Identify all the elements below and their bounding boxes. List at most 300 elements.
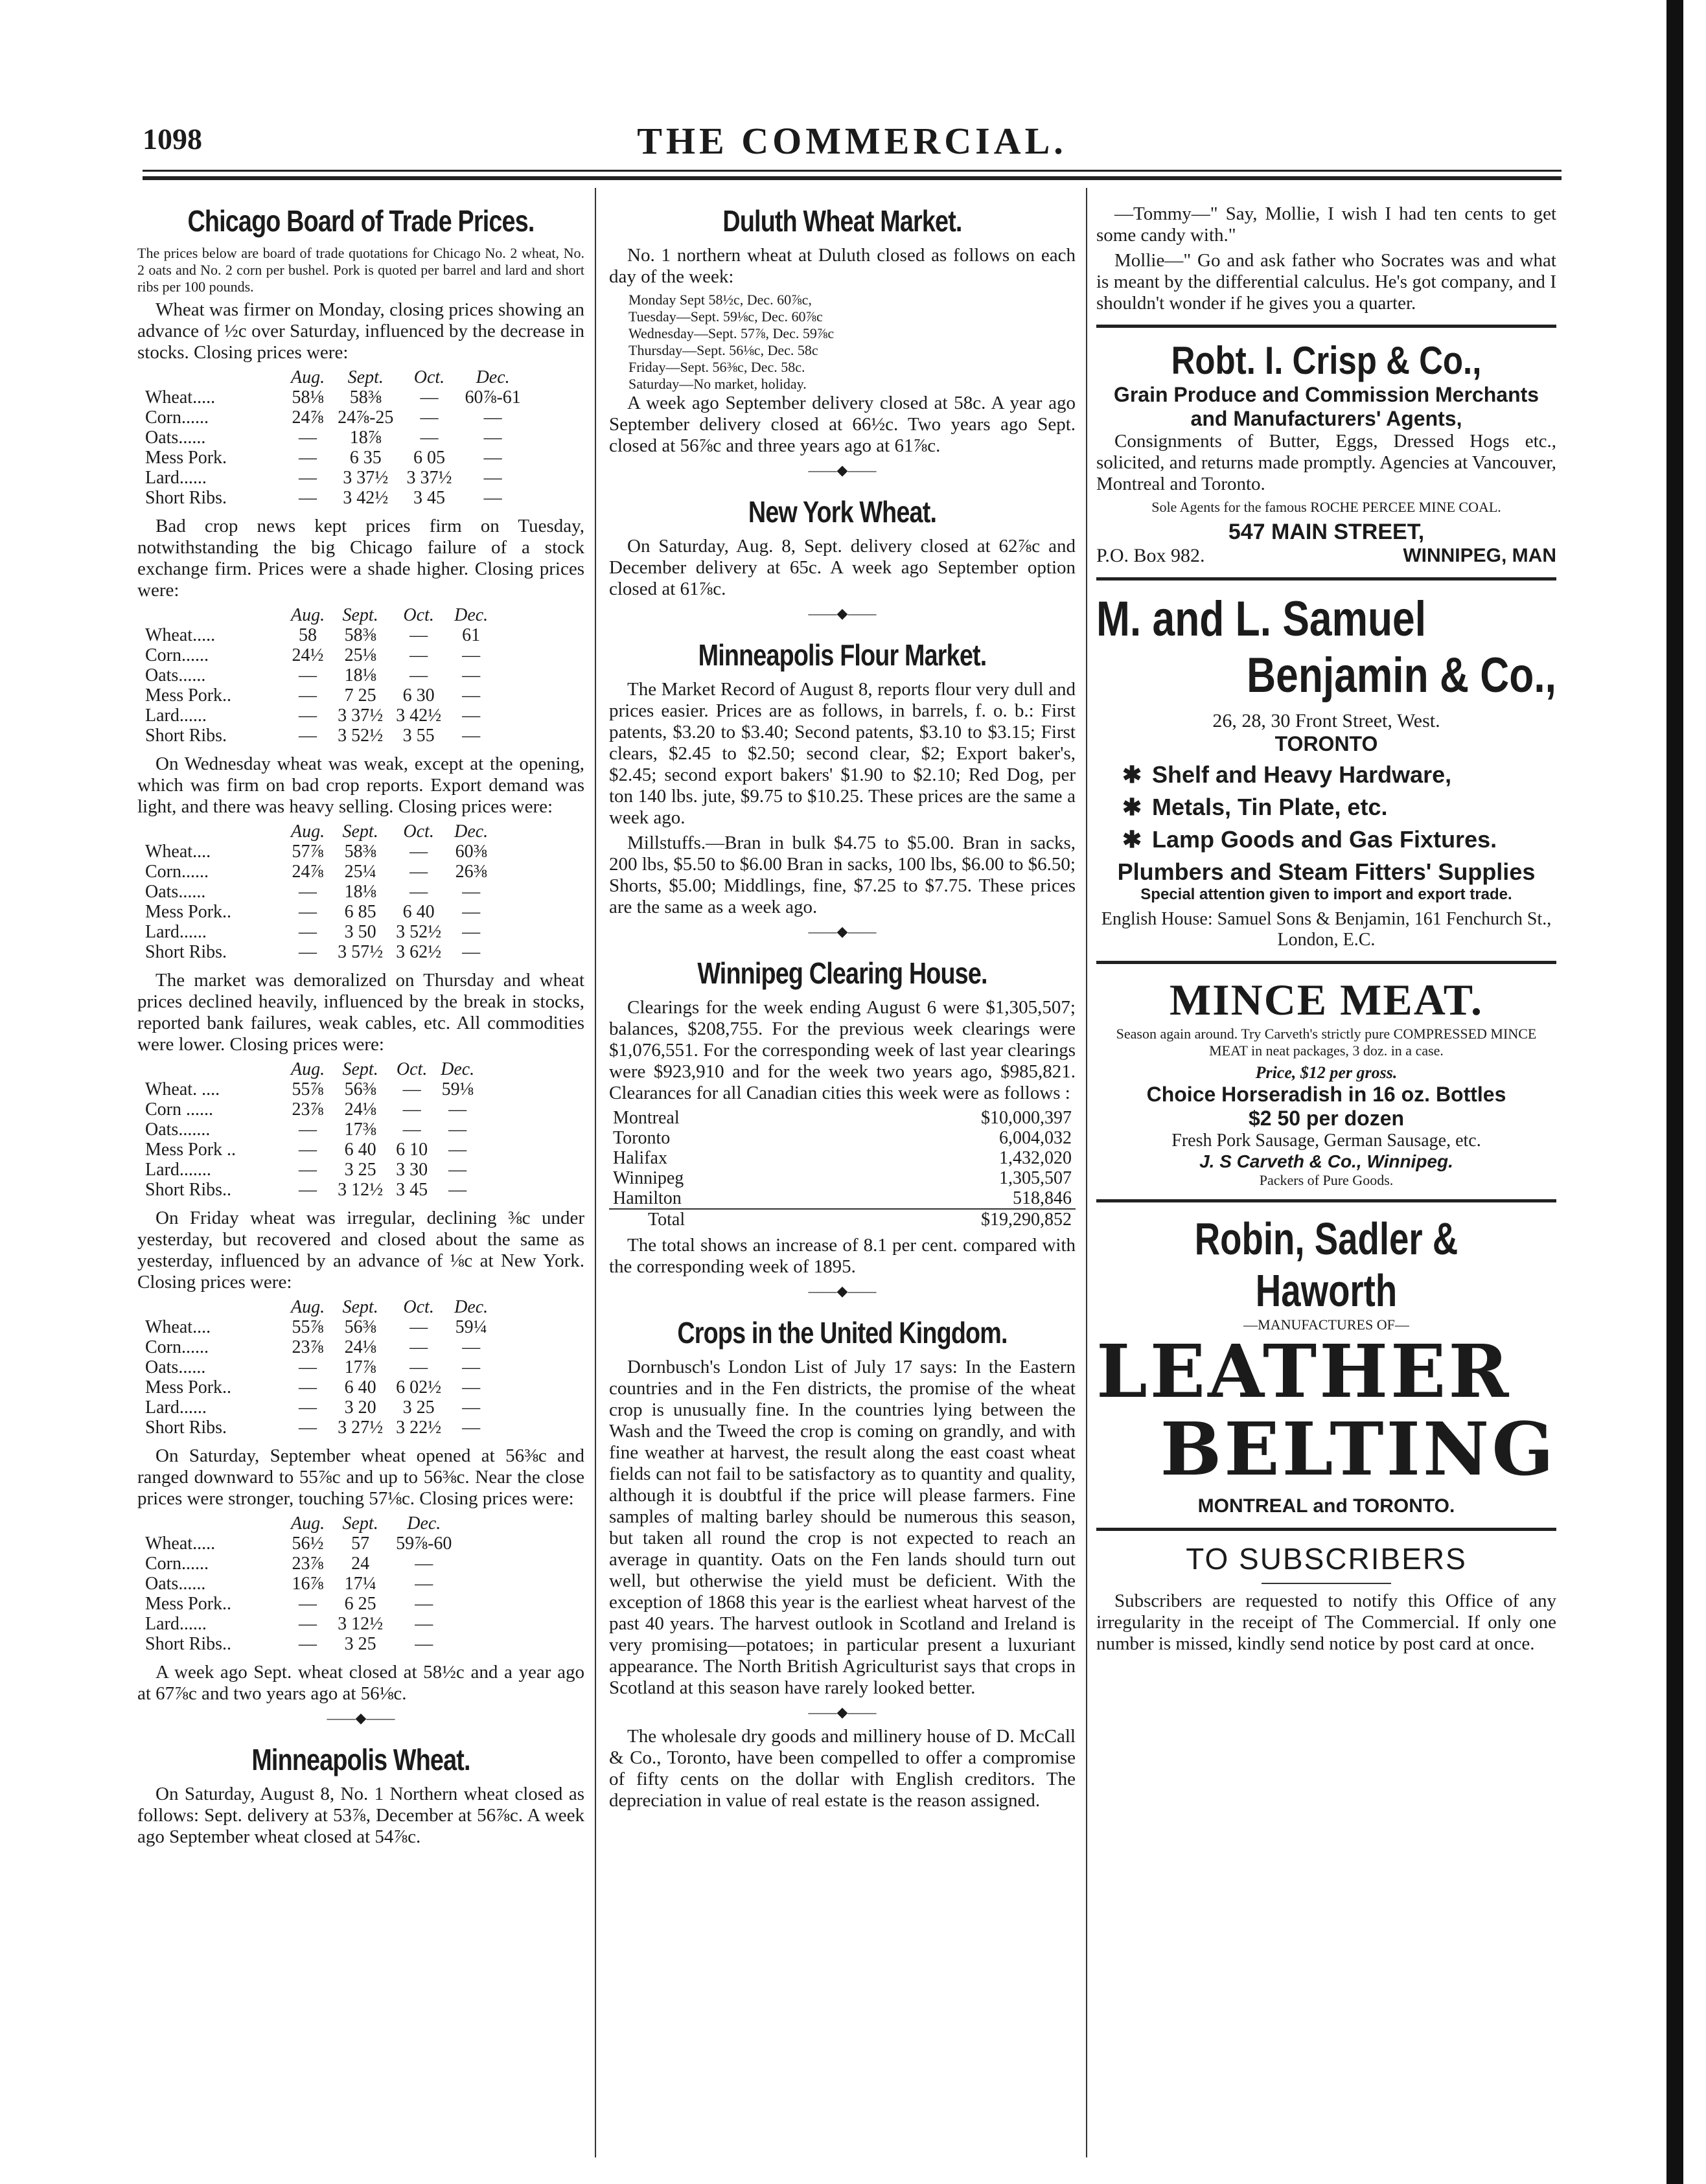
price-cell: 3 37½ [406,468,452,488]
price-cell: — [420,387,439,408]
price-cell: — [415,1634,433,1654]
column-header: Sept. [342,1059,378,1079]
commodity-name: Oats...... [145,1574,206,1594]
section-ornament: ——◆—— [808,1283,877,1299]
column-header: Sept. [347,367,384,387]
price-cell: — [409,645,428,665]
price-cell: 24 [351,1554,370,1574]
price-cell: — [409,882,428,902]
column-header: Oct. [403,822,434,842]
clearing-amount: 1,432,020 [999,1148,1072,1168]
column-header: Dec. [441,1059,475,1079]
winnipeg-after: The total shows an increase of 8.1 per cent. compared with the corresponding week of 1895. [609,1235,1076,1277]
price-cell: 24⅞-25 [338,408,394,428]
table-row [609,1148,1076,1168]
commodity-name: Lard...... [145,706,207,726]
price-cell: 59⅞-60 [396,1534,452,1554]
commodity-name: Corn...... [145,645,209,665]
commodity-name: Short Ribs.. [145,1180,232,1200]
price-cell: — [415,1554,433,1574]
price-cell: 3 27½ [338,1418,384,1438]
price-cell [458,1554,471,1574]
price-cell: 6 85 [344,902,376,922]
price-cell: 6 25 [344,1594,376,1614]
column-header: Oct. [396,1059,428,1079]
para-saturday: On Saturday, September wheat opened at 56⅜c and ranged downward to 55⅞c and up to 56⅜c. Near the close prices were stronger, touching 57⅛c. Closing prices were: [137,1445,584,1509]
price-cell: 3 30 [396,1160,428,1180]
prices-table-tuesday [145,605,494,746]
column-header: Sept. [342,605,378,625]
price-cell: 24⅛ [344,1099,376,1120]
column-header: Aug. [291,1513,325,1534]
column-header: Oct. [403,605,434,625]
mince-ad [1096,974,1556,1189]
commodity-name: Mess Pork. [145,448,227,468]
commodity-name: Short Ribs. [145,942,227,962]
price-cell: 3 45 [413,488,445,508]
asterisk-icon: ✱ [1122,761,1142,788]
para-week-ago: A week ago Sept. wheat closed at 58½c and a year ago at 67⅞c and two years ago at 56⅛c. [137,1662,584,1704]
column-middle [609,188,1076,1815]
price-cell [458,1594,471,1614]
table-corner [145,822,284,842]
commodity-name: Wheat..... [145,1534,216,1554]
chicago-heading: Chicago Board of Trade Prices. [187,204,535,238]
price-cell: 6 05 [413,448,445,468]
table-row [145,726,494,746]
column-header: Dec. [454,822,489,842]
price-cell: — [299,882,317,902]
price-cell: — [483,448,502,468]
mince-text: Season again around. Try Carveth's strictly pure COMPRESSED MINCE MEAT in neat packages, 3 doz. in a case. [1116,1026,1537,1059]
price-cell: 59⅛ [441,1079,474,1099]
duluth-day: Monday Sept 58½c, Dec. 60⅞c, [628,292,812,308]
table-row [145,1120,481,1140]
price-cell: — [462,1357,481,1377]
price-cell: — [299,1614,317,1634]
table-row [145,1534,471,1554]
price-cell: 3 45 [396,1180,428,1200]
price-cell: — [462,685,481,706]
table-corner [145,367,284,387]
para-friday: On Friday wheat was irregular, declining ⅜c under yesterday, but recovered and closed about the same as yesterday, influenced by an advance of ⅛c at New York. Closing prices were: [137,1208,584,1293]
chicago-note: The prices below are board of trade quotations for Chicago No. 2 wheat, No. 2 oats and No. 2 corn per bushel. Pork is quoted per barrel and lard and short ribs per 100 pounds. [137,245,584,295]
commodity-name: Corn...... [145,408,209,428]
price-cell: 6 02½ [396,1377,442,1397]
samuel-plumbers: Plumbers and Steam Fitters' Supplies [1117,858,1536,885]
price-cell: 3 12½ [338,1180,384,1200]
para-thursday: The market was demoralized on Thursday and wheat prices declined heavily, influenced by the break in stocks, reported bank failures, weak cables, etc. All commodities were lower. Closing prices were: [137,970,584,1055]
flour-text-1: The Market Record of August 8, reports flour very dull and prices easier. Prices are as follows, in barrels, f. o. b.: First patents, $3.20 to $3.40; Second patents, $3.10 to $3.15; First clears, $2.45 to $2.50; second clear, $2; Export baker's, $2.45; second export bakers' $1.90 to $2.10; Red Dog, per ton 140 lbs. jute, $9.75 to $10.25. These prices are the same a week ago. [609,679,1076,828]
joke-line-2: Mollie—" Go and ask father who Socrates was and what is meant by the differential calculus. He's got company, and I shouldn't wonder if he gives you a quarter. [1096,250,1556,314]
city-name: Halifax [613,1148,667,1168]
header-rule-thick [143,176,1562,180]
leather-word: LEATHER [1096,1329,1512,1414]
price-cell: 56⅜ [344,1317,376,1337]
joke-line-1: —Tommy—" Say, Mollie, I wish I had ten cents to get some candy with." [1096,203,1556,246]
carveth-packers: Packers of Pure Goods. [1259,1172,1394,1188]
price-cell [458,1534,471,1554]
header-rule [143,170,1562,172]
price-cell: 6 10 [396,1140,428,1160]
samuel-name-1: M. and L. Samuel [1096,592,1427,647]
samuel-ad [1096,591,1556,950]
samuel-english: English House: Samuel Sons & Benjamin, 161 Fenchurch St., London, E.C. [1101,909,1552,950]
price-cell: 7 25 [344,685,376,706]
table-row [145,1357,494,1377]
clearing-amount: $10,000,397 [981,1108,1072,1128]
price-cell: 56½ [292,1534,324,1554]
table-row [145,625,494,645]
price-cell: 3 25 [402,1397,435,1418]
price-cell: 16⅞ [292,1574,324,1594]
price-cell: — [409,842,428,862]
new-york-heading: New York Wheat. [748,495,937,529]
crisp-address-line [1096,545,1556,567]
crisp-pobox: P.O. Box 982. [1096,545,1205,566]
price-cell: — [462,1377,481,1397]
table-row [145,1160,481,1180]
price-cell: — [415,1614,433,1634]
crisp-street: 547 MAIN STREET, [1228,520,1425,544]
price-cell: 6 40 [344,1140,376,1160]
publication-title: THE COMMERCIAL. [637,120,1067,162]
price-cell: — [299,902,317,922]
commodity-name: Oats...... [145,882,206,902]
feature-label: Lamp Goods and Gas Fixtures. [1152,826,1497,853]
price-cell: 57⅞ [292,842,324,862]
price-cell: 3 20 [344,1397,376,1418]
duluth-days [628,292,1076,393]
para-tuesday: Bad crop news kept prices firm on Tuesday, notwithstanding the big Chicago failure of a stock exchange firm. Prices were a shade higher. Closing prices were: [137,516,584,601]
samuel-city: TORONTO [1274,732,1378,755]
price-cell: 23⅞ [292,1337,324,1357]
city-name: Winnipeg [613,1168,684,1188]
table-header-row [145,605,494,625]
samuel-address: 26, 28, 30 Front Street, West. [1212,710,1440,731]
duluth-day: Wednesday—Sept. 57⅞, Dec. 59⅞c [628,325,835,341]
price-cell: 26⅜ [455,862,487,882]
price-cell: 58 [299,625,317,645]
price-cell: — [483,468,502,488]
subscribers-heading: TO SUBSCRIBERS [1186,1542,1467,1576]
robin-name: Robin, Sadler & Haworth [1194,1213,1458,1316]
commodity-name: Corn...... [145,1554,209,1574]
price-cell: 56⅜ [344,1079,376,1099]
samuel-name-2: Benjamin & Co., [1247,648,1556,703]
table-row [145,1180,481,1200]
feature-label: Shelf and Heavy Hardware, [1152,761,1452,788]
price-cell: 3 25 [344,1634,376,1654]
column-header: Sept. [342,822,378,842]
price-cell: 57 [351,1534,370,1554]
section-ornament: ——◆—— [808,1704,877,1720]
column-header: Dec. [454,1297,489,1317]
commodity-name: Mess Pork.. [145,1377,232,1397]
commodity-name: Wheat.... [145,842,211,862]
city-name: Montreal [613,1108,680,1128]
price-cell: — [462,942,481,962]
column-header: Aug. [291,605,325,625]
price-cell: — [409,665,428,685]
duluth-day: Friday—Sept. 56⅜c, Dec. 58c. [628,359,805,375]
table-row [145,842,494,862]
commodity-name: Wheat. .... [145,1079,220,1099]
commodity-name: Oats....... [145,1120,211,1140]
price-cell [458,1614,471,1634]
column-right [1096,188,1556,1659]
table-row [145,448,527,468]
table-row [145,1574,471,1594]
price-cell: 24⅛ [344,1337,376,1357]
carveth-firm: J. S Carveth & Co., Winnipeg. [1199,1151,1453,1171]
feature-item [1122,794,1556,821]
ad-divider [1096,325,1556,328]
crisp-agents: Sole Agents for the famous ROCHE PERCEE MINE COAL. [1151,499,1501,515]
price-cell: — [409,1357,428,1377]
table-row [145,1634,471,1654]
minneapolis-wheat-heading: Minneapolis Wheat. [251,1743,470,1776]
price-cell: — [299,706,317,726]
price-cell [458,1574,471,1594]
price-cell: — [299,1120,317,1140]
price-cell: — [462,706,481,726]
clearing-amount: 1,305,507 [999,1168,1072,1188]
table-row [145,685,494,706]
commodity-name: Lard...... [145,922,207,942]
price-cell: — [420,408,439,428]
commodity-name: Mess Pork.. [145,1594,232,1614]
crisp-line-1: Grain Produce and Commission Merchants [1113,383,1539,406]
column-header: Aug. [291,1059,325,1079]
price-cell: — [409,1337,428,1357]
table-row [145,1418,494,1438]
feature-label: Metals, Tin Plate, etc. [1152,794,1388,820]
para-wednesday: On Wednesday wheat was weak, except at the opening, which was firm on bad crop reports. Export demand was light, and there was heavy selling. Closing prices were: [137,753,584,817]
column-header: Dec. [476,367,510,387]
city-name: Toronto [613,1128,671,1148]
price-cell: — [462,645,481,665]
prices-table-monday [145,367,527,508]
column-header: Aug. [291,1297,325,1317]
column-header: Oct. [413,367,445,387]
price-cell: — [448,1120,467,1140]
column-header: Sept. [342,1513,378,1534]
horseradish-price: $2 50 per dozen [1248,1107,1405,1130]
table-row [145,387,527,408]
crops-text: Dornbusch's London List of July 17 says: In the Eastern countries and in the Fen districts, the promise of the wheat crop is unusually fine. In the countries lying between the Wash and the Tweed the crop is coming on grandly, and with fine weather at harvest, the result along the east coast wheat fields can not fail to be satisfactory as to quantity and quality, although it is doubtful if the price will please farmers. Fine samples of malting barley should be numerous this season, but taken all round the crop is not expected to reach an average in quantity. Oats on the Fen lands should turn out well, but otherwise the yield must be deficient. With the exception of 1868 this year is the earliest wheat harvest of the past 40 years. The harvest outlook in Scotland and Ireland is very promising—potatoes; in particular present a luxuriant appearance. The North British Agriculturist says that crops in Scotland at this season have rarely looked better. [609,1357,1076,1698]
column-divider [1086,188,1087,2157]
commodity-name: Oats...... [145,665,206,685]
price-cell: — [483,408,502,428]
commodity-name: Mess Pork.. [145,902,232,922]
price-cell: — [462,1397,481,1418]
price-cell: — [462,922,481,942]
price-cell: — [299,726,317,746]
price-cell: — [402,1120,421,1140]
commodity-name: Short Ribs.. [145,1634,232,1654]
sausage: Fresh Pork Sausage, German Sausage, etc. [1171,1131,1481,1151]
commodity-name: Oats...... [145,428,206,448]
price-cell: 59¼ [455,1317,487,1337]
price-cell: 3 50 [344,922,376,942]
price-cell: 58⅜ [344,625,376,645]
column-header: Aug. [291,367,325,387]
table-row [609,1188,1076,1209]
price-cell: 55⅞ [292,1317,324,1337]
total-amount: $19,290,852 [981,1210,1072,1230]
price-cell: 18⅞ [349,428,382,448]
price-cell: 18⅛ [344,665,376,685]
price-cell: — [483,428,502,448]
price-cell: — [483,488,502,508]
ad-divider [1096,961,1556,964]
commodity-name: Lard....... [145,1160,211,1180]
price-cell: — [299,1140,317,1160]
flour-text-2: Millstuffs.—Bran in bulk $4.75 to $5.00. Bran in sacks, 200 lbs, $5.50 to $6.00 Bran in sacks, 100 lbs, $6.00 to $6.50; Shorts, $5.00; Middlings, fine, $7.25 to $7.75. These prices are the same as a week ago. [609,833,1076,917]
price-cell: 25¼ [344,862,376,882]
crisp-city: WINNIPEG, MAN [1403,545,1556,566]
table-row [145,862,494,882]
prices-table-saturday [145,1513,471,1654]
table-row [145,428,527,448]
price-cell: 3 62½ [396,942,442,962]
price-cell: — [299,1594,317,1614]
price-cell: — [299,1634,317,1654]
table-row [145,942,494,962]
price-cell: — [462,665,481,685]
masthead [143,122,1562,167]
table-row [145,468,527,488]
price-cell: 23⅞ [292,1099,324,1120]
ad-divider [1096,1528,1556,1531]
total-label: Total [648,1210,686,1230]
price-cell: — [448,1140,467,1160]
table-header-row [145,822,494,842]
notice-rule [1262,1583,1391,1584]
section-ornament: ——◆—— [327,1710,395,1726]
table-corner [145,1297,284,1317]
table-corner [145,1513,284,1534]
new-york-text: On Saturday, Aug. 8, Sept. delivery closed at 62⅞c and December delivery at 65c. A week ago September option closed at 61⅞c. [609,536,1076,599]
price-cell: 24⅞ [292,408,324,428]
column-header: Sept. [342,1297,378,1317]
price-cell: — [299,942,317,962]
commodity-name: Lard...... [145,1397,207,1418]
price-cell: 17⅞ [344,1357,376,1377]
column-header: Oct. [403,1297,434,1317]
scan-edge-shadow [1666,0,1683,2184]
duluth-day: Thursday—Sept. 56⅛c, Dec. 58c [628,342,818,358]
price-cell: 3 42½ [396,706,442,726]
price-cell: — [299,1397,317,1418]
table-row [609,1108,1076,1128]
price-cell [458,1634,471,1654]
table-row [145,902,494,922]
para-monday: Wheat was firmer on Monday, closing prices showing an advance of ½c over Saturday, influenced by the decrease in stocks. Closing prices were: [137,299,584,363]
subscribers-text: Subscribers are requested to notify this Office of any irregularity in the receipt of The Commercial. If only one number is missed, kindly send notice by post card at once. [1096,1591,1556,1654]
table-row [145,1377,494,1397]
price-cell: — [462,882,481,902]
table-corner [145,1059,284,1079]
table-header-row [145,1513,471,1534]
table-row [145,1614,471,1634]
price-cell: — [420,428,439,448]
table-row [145,1594,471,1614]
price-cell: — [299,488,317,508]
commodity-name: Lard...... [145,468,207,488]
table-row [609,1168,1076,1188]
ad-divider [1096,1199,1556,1202]
section-ornament: ——◆—— [808,605,877,621]
winnipeg-text: Clearings for the week ending August 6 were $1,305,507; balances, $208,755. For the previous week clearings were $1,076,551. For the corresponding week of last year clearings were $923,910 and for the week two years ago, $985,821. Clearances for all Canadian cities this week were as follows : [609,997,1076,1103]
price-cell: — [299,468,317,488]
price-cell: 61 [462,625,481,645]
robin-ad [1096,1213,1556,1517]
table-header-row [145,1059,481,1079]
price-cell: 24⅞ [292,862,324,882]
table-row [609,1128,1076,1148]
commodity-name: Corn ...... [145,1099,213,1120]
price-cell: 3 52½ [338,726,384,746]
column-header: Dec. [407,1513,441,1534]
price-cell: — [409,862,428,882]
price-cell: — [462,902,481,922]
price-cell: — [299,1160,317,1180]
subscribers-notice [1096,1541,1556,1655]
commodity-name: Short Ribs. [145,726,227,746]
table-row [145,1317,494,1337]
winnipeg-heading: Winnipeg Clearing House. [697,956,987,990]
table-row [145,882,494,902]
price-cell: — [299,428,317,448]
table-row [145,1554,471,1574]
price-cell: 60⅞-61 [465,387,521,408]
duluth-day: Saturday—No market, holiday. [628,376,807,392]
price-cell: 3 57½ [338,942,384,962]
price-cell: — [299,922,317,942]
commodity-name: Mess Pork.. [145,685,232,706]
mccall-text: The wholesale dry goods and millinery house of D. McCall & Co., Toronto, have been compelled to offer a compromise of fifty cents on the dollar with English creditors. The depreciation in value of real estate is the reason assigned. [609,1726,1076,1811]
duluth-intro: No. 1 northern wheat at Duluth closed as follows on each day of the week: [609,245,1076,287]
asterisk-icon: ✱ [1122,826,1142,853]
table-header-row [145,367,527,387]
table-corner [145,605,284,625]
crops-heading: Crops in the United Kingdom. [677,1316,1008,1350]
mince-price: Price, $12 per gross. [1255,1063,1398,1082]
clearings-table [609,1108,1076,1230]
price-cell: 6 30 [402,685,435,706]
price-cell: — [299,665,317,685]
price-cell: — [448,1180,467,1200]
price-cell: 60⅜ [455,842,487,862]
duluth-after: A week ago September delivery closed at 58c. A year ago September delivery closed at 66½c. Two years ago Sept. closed at 56⅞c and three years ago at 61⅞c. [609,393,1076,456]
price-cell: 6 40 [344,1377,376,1397]
commodity-name: Oats...... [145,1357,206,1377]
table-row [145,1397,494,1418]
prices-table-wednesday [145,822,494,962]
price-cell: — [409,1317,428,1337]
table-row [145,1099,481,1120]
asterisk-icon: ✱ [1122,794,1142,820]
price-cell: — [448,1099,467,1120]
robin-sub: —MANUFACTURES OF— [1243,1316,1409,1333]
price-cell: 58⅛ [292,387,324,408]
ad-divider [1096,577,1556,580]
price-cell: 3 42½ [343,488,389,508]
commodity-name: Wheat.... [145,1317,211,1337]
price-cell: 3 37½ [338,706,384,726]
